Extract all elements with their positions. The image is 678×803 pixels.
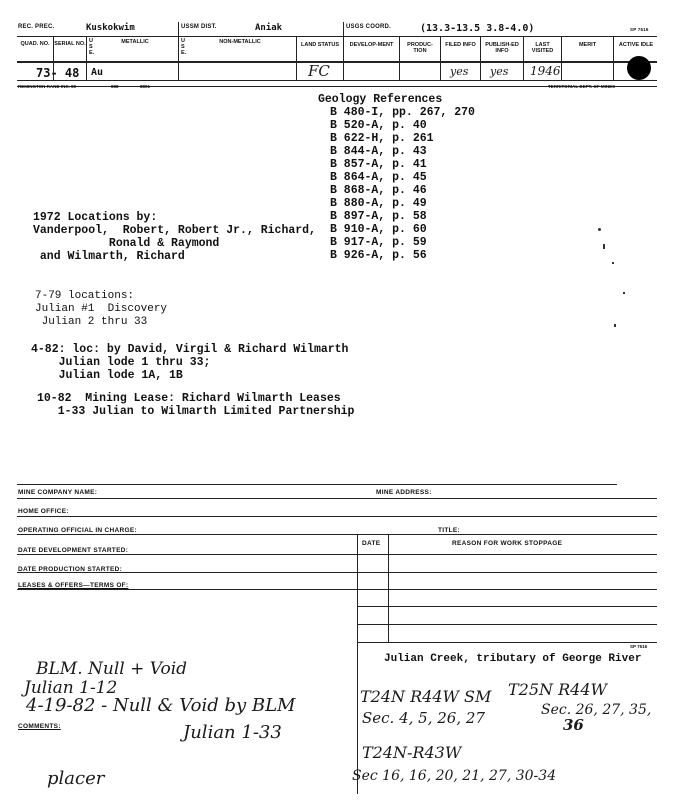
published-info-value: yes xyxy=(490,65,509,78)
handwritten-julian-1-33: Julian 1-33 xyxy=(183,722,282,743)
printer-line: REMINGTON RAND INC. 80 xyxy=(18,84,77,89)
printer-code-2: 8801 xyxy=(140,84,151,89)
quad-no-header: QUAD. NO. xyxy=(20,41,50,47)
reference-item: B 520-A, p. 40 xyxy=(330,119,427,132)
speck xyxy=(598,228,601,231)
filed-info-header: FILED INFO xyxy=(445,42,476,48)
merit-header: MERIT xyxy=(578,42,597,48)
note-7-79 xyxy=(35,290,167,329)
reference-item: B 622-H, p. 261 xyxy=(330,132,434,145)
reference-item: B 910-A, p. 60 xyxy=(330,223,427,236)
note-line: Julian lode 1A, 1B xyxy=(31,369,183,382)
handwritten-blm-void: BLM. Null + Void xyxy=(36,659,188,679)
operating-official-label: OPERATING OFFICIAL IN CHARGE: xyxy=(18,527,137,534)
handwritten-sections-1: Sec. 4, 5, 26, 27 xyxy=(362,709,485,727)
handwritten-julian-1-12: Julian 1-12 xyxy=(24,678,118,698)
note-line: Julian lode 1 thru 33; xyxy=(31,356,211,369)
locations-line: and Wilmarth, Richard xyxy=(33,250,185,263)
ussm-dist-label: USSM DIST. xyxy=(181,24,217,30)
quad-serial-value: 73- 48 xyxy=(36,66,80,80)
handwritten-sections-2b: 36 xyxy=(563,716,584,734)
metallic-header: METALLIC xyxy=(121,39,149,45)
punch-hole-dot xyxy=(627,56,651,80)
reference-item: B 917-A, p. 59 xyxy=(330,236,427,249)
note-line: 1-33 Julian to Wilmarth Limited Partnership xyxy=(37,405,355,418)
speck xyxy=(603,244,605,249)
note-line: 10-82 Mining Lease: Richard Wilmarth Leases xyxy=(37,392,341,405)
note-10-82 xyxy=(37,392,354,418)
last-visited-value: 1946 xyxy=(530,64,561,78)
ussm-dist-value: Aniak xyxy=(255,23,283,33)
reference-item: B 864-A, p. 45 xyxy=(330,171,427,184)
title-label: TITLE: xyxy=(438,527,461,534)
mine-company-name-label: MINE COMPANY NAME: xyxy=(18,489,98,496)
handwritten-township-3: T24N-R43W xyxy=(362,743,462,762)
last-visited-header: LAST VISITED xyxy=(531,42,554,54)
usgs-coord-value: (13.3-13.5 3.8-4.0) xyxy=(420,23,535,34)
speck xyxy=(612,262,614,264)
usgs-coord-label: USGS COORD. xyxy=(346,24,391,30)
locations-1972 xyxy=(33,211,316,263)
production-header: PRODUC-TION xyxy=(407,42,433,54)
comments-label: COMMENTS: xyxy=(18,723,61,730)
locations-line: Ronald & Raymond xyxy=(33,237,220,250)
form-number-lower: SP 7616 xyxy=(630,644,648,649)
handwritten-township-2: T25N R44W xyxy=(508,680,607,699)
date-development-label: DATE DEVELOPMENT STARTED: xyxy=(18,547,129,554)
mine-address-label: MINE ADDRESS: xyxy=(376,489,432,496)
note-line: Julian #1 Discovery xyxy=(35,303,168,315)
filed-info-value: yes xyxy=(450,65,469,78)
leases-label: LEASES & OFFERS—TERMS OF: xyxy=(18,582,129,589)
rec-prec-value: Kuskokwim xyxy=(86,23,135,33)
reference-item: B 480-I, pp. 267, 270 xyxy=(330,106,475,119)
printer-code-1: 888 xyxy=(111,84,119,89)
reference-item: B 897-A, p. 58 xyxy=(330,210,427,223)
reference-item: B 926-A, p. 56 xyxy=(330,249,427,262)
home-office-label: HOME OFFICE: xyxy=(18,508,69,515)
reference-item: B 880-A, p. 49 xyxy=(330,197,427,210)
form-number: SP 7616 xyxy=(630,27,649,32)
reference-item: B 844-A, p. 43 xyxy=(330,145,427,158)
references-title: Geology References xyxy=(318,93,443,106)
geology-references xyxy=(318,93,475,262)
reference-item: B 868-A, p. 46 xyxy=(330,184,427,197)
nonmetallic-header: NON-METALLIC xyxy=(219,39,261,45)
territorial-dept: TERRITORIAL DEPT. OF MINES xyxy=(548,84,616,89)
note-4-82 xyxy=(31,343,348,382)
metallic-value: Au xyxy=(91,67,104,78)
land-status-header: LAND STATUS xyxy=(301,42,339,48)
date-production-label: DATE PRODUCTION STARTED: xyxy=(18,566,123,573)
published-info-header: PUBLISH-ED INFO xyxy=(485,42,519,54)
handwritten-sections-2: Sec. 26, 27, 35, xyxy=(541,702,652,718)
rec-prec-label: REC. PREC. xyxy=(18,24,55,30)
location-description: Julian Creek, tributary of George River xyxy=(384,653,642,665)
speck xyxy=(614,324,616,327)
date-column-header: DATE xyxy=(362,540,381,547)
serial-no-header: SERIAL NO. xyxy=(54,41,86,47)
reason-column-header: REASON FOR WORK STOPPAGE xyxy=(452,540,563,547)
active-idle-header: ACTIVE IDLE xyxy=(618,42,654,48)
speck xyxy=(623,292,625,294)
note-line: Julian 2 thru 33 xyxy=(35,316,148,328)
nonmetallic-use-prefix: U S E. xyxy=(181,38,187,56)
note-line: 4-82: loc: by David, Virgil & Richard Wilmarth xyxy=(31,343,349,356)
handwritten-void-date: 4-19-82 - Null & Void by BLM xyxy=(26,695,296,716)
note-line: 7-79 locations: xyxy=(35,290,135,302)
reference-item: B 857-A, p. 41 xyxy=(330,158,427,171)
metallic-use-prefix: U S E. xyxy=(89,38,95,56)
locations-line: 1972 Locations by: xyxy=(33,211,158,224)
locations-line: Vanderpool, Robert, Robert Jr., Richard, xyxy=(33,224,316,237)
handwritten-sections-3: Sec 16, 16, 20, 21, 27, 30-34 xyxy=(352,768,557,784)
land-status-value: FC xyxy=(308,62,330,80)
development-header: DEVELOP-MENT xyxy=(349,42,394,48)
handwritten-placer: placer xyxy=(47,768,105,789)
handwritten-township-1: T24N R44W SM xyxy=(360,687,492,706)
